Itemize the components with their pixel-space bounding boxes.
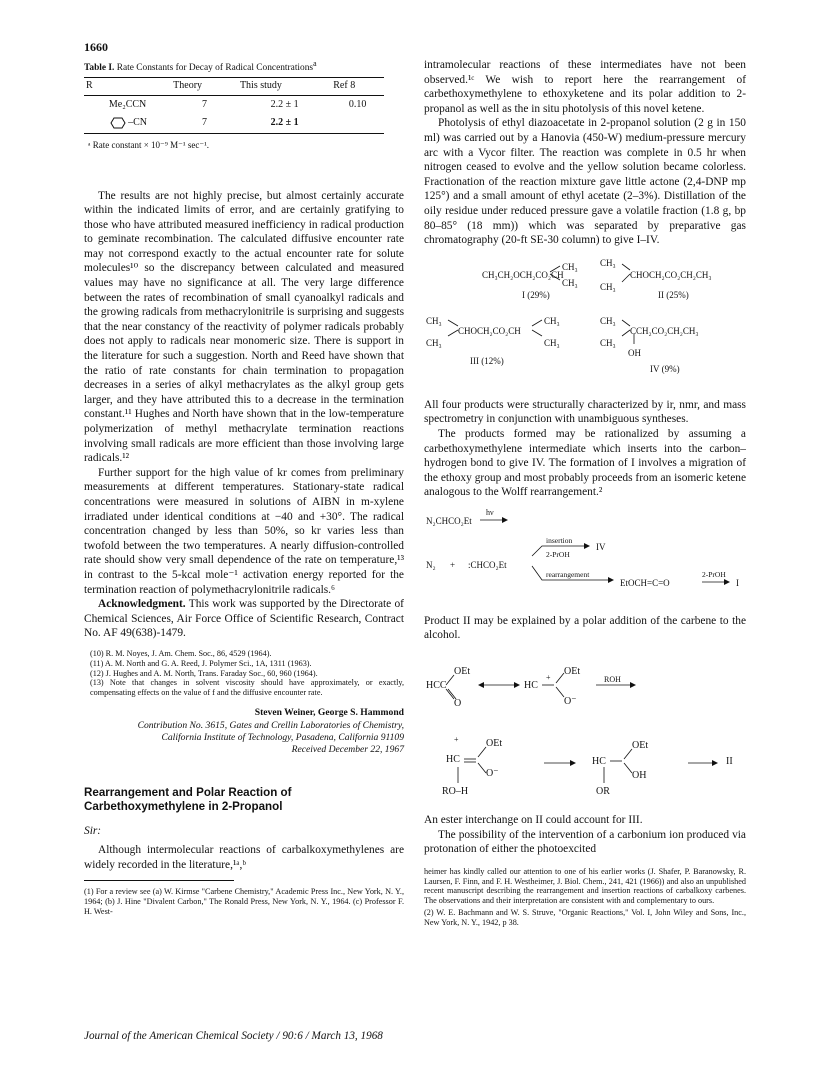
affiliation-line: California Institute of Technology, Pasadena, California 91109 [161,732,404,744]
table-header-row [84,78,384,96]
structure-ii-label: II (25%) [658,289,689,300]
table-title-text: Rate Constants for Decay of Radical Concentrations [116,63,314,74]
structure-iii-methyl: CH₃ [544,337,560,348]
acknowledgment-heading: Acknowledgment. [98,598,186,611]
cell-ref8: 0.10 [348,98,367,110]
received-date: Received December 22, 1967 [291,744,404,756]
reference-item: (12) J. Hughes and A. M. North, Trans. Faraday Soc., 60, 960 (1964). [90,668,318,678]
structure-i-methyl: CH₃ [562,261,578,272]
structure-iv-methyl: CH₃ [600,337,616,348]
structure-ii-formula: CHOCH₂CO₂CH₂CH₃ [630,269,712,280]
structure-iv-hydroxyl: OH [628,347,641,358]
scheme-carbene: :CHCO₂Et [468,559,507,570]
mech-ro-h: RO–H [442,786,469,798]
table-row [84,95,384,114]
cell-ref8 [331,114,384,133]
body-paragraph: Product II may be explained by a polar addition of the carbene to the alcohol. [424,614,746,642]
mech-ominus: O⁻ [564,696,577,708]
cell-r: Me₂CCN [108,98,147,110]
mech-hc: HC [592,756,606,768]
article-title-line: Rearrangement and Polar Reaction of [84,786,292,800]
product-structures [424,254,746,386]
reference-item: (10) R. M. Noyes, J. Am. Chem. Soc., 86, 4529 (1964). [90,648,272,658]
journal-footer: Journal of the American Chemical Society / 90:6 / March 13, 1968 [84,1030,383,1042]
mech-roh: ROH [604,675,621,685]
mech-oh: OH [632,770,647,782]
cell-study: 2.2 ± 1 [238,114,331,133]
col-header-r: R [84,78,171,96]
mech-or: OR [596,786,610,798]
scheme-arrows [424,506,746,606]
col-header-theory: Theory [171,78,238,96]
mech-plus: + [454,735,459,745]
structure-ii-methyl: CH₃ [600,257,616,268]
scheme-ketene: EtOCH=C=O [620,577,670,588]
mech-oet: OEt [454,666,471,678]
mech-oet: OEt [486,738,503,750]
structure-iii-label: III (12%) [470,355,504,366]
table-label: Table I. [84,63,115,74]
mech-hc: HC [446,754,460,766]
reaction-scheme [424,506,746,606]
mech-oet: OEt [564,666,581,678]
structure-iii-methyl: CH₃ [426,315,442,326]
reference-item: (11) A. M. North and G. A. Reed, J. Polymer Sci., 1A, 1311 (1963). [90,658,312,668]
article-title-line: Carbethoxymethylene in 2-Propanol [84,800,283,814]
article-title [84,786,404,814]
table-row [84,114,384,133]
mech-product-ii: II [726,756,733,768]
col-header-study: This study [238,78,331,96]
structure-ii-methyl: CH₃ [600,281,616,292]
body-paragraph: All four products were structurally characterized by ir, nmr, and mass spectrometry in conjunction with unambiguous syntheses. [424,398,746,426]
structure-iv-label: IV (9%) [650,363,680,374]
structure-iii-methyl: CH₃ [426,337,442,348]
scheme-insertion-label: insertion [546,535,573,545]
body-paragraph: An ester interchange on II could account for III. [424,814,643,827]
structure-iv-formula: CCH₂CO₂CH₂CH₃ [630,325,699,336]
mech-ominus: O⁻ [486,768,499,780]
scheme-product-i: I [736,577,739,588]
scheme-2proh-label: 2-PrOH [702,569,726,579]
body-paragraph: The possibility of the intervention of a carbonium ion produced via protonation of either the photoexcited [424,828,746,856]
structure-iv-methyl: CH₃ [600,315,616,326]
affiliation-line: Contribution No. 3615, Gates and Crellin Laboratories of Chemistry, [137,720,404,732]
salutation: Sir: [84,825,102,838]
reference-list [84,649,404,698]
cell-r-cn: –CN [128,117,148,129]
structure-iii-methyl: CH₃ [544,315,560,326]
footnote-item: (2) W. E. Bachmann and W. S. Struve, "Organic Reactions," Vol. I, John Wiley and Sons, Inc., New York, N. Y., 1942, p 38. [424,908,746,927]
body-paragraph: intramolecular reactions of these intermediates have not been observed.¹ᶜ We wish to report here the rearrangement of carbethoxymethylene to ethoxyketene and its polar addition to 2-propanol as well as the in situ photolysis of this novel ketene. [424,59,746,115]
body-paragraph: The products formed may be rationalized by assuming a carbethoxymethylene intermediate which inserts into the carbon–hydrogen bond to give IV. The formation of I involves a migration of the ethoxy group and most probably proceeds from an isomeric ketene analogous to the Wolff rearrangement.² [424,427,746,499]
author-names: Steven Weiner, George S. Hammond [254,706,404,718]
table-footnote: ᵃ Rate constant × 10⁻⁹ M⁻¹ sec⁻¹. [88,139,210,150]
structure-i-label: I (29%) [522,289,550,300]
rate-constants-table [84,77,384,134]
scheme-product-iv: IV [596,541,606,552]
scheme-rearrangement-label: rearrangement [546,569,590,579]
scheme-hv: hν [486,507,494,517]
cell-r [84,114,171,133]
cyclohexyl-ring-icon [108,117,128,129]
mech-hcc: HCC [426,680,447,692]
right-column [424,58,746,928]
body-paragraph: Although intermolecular reactions of carbalkoxymethylenes are widely recorded in the literature,¹ᵃ,ᵇ [84,844,404,871]
mech-o: O [454,698,462,710]
left-column [84,58,404,917]
page-number: 1660 [84,40,108,54]
mech-plus: + [546,673,551,683]
acknowledgment [84,597,404,641]
cell-theory: 7 [171,114,238,133]
structure-i-methyl: CH₃ [562,277,578,288]
scheme-nitrogen: N₂ [426,559,436,570]
mechanism-bonds [424,655,746,805]
structure-iii-formula: CHOCH₂CO₂CH [458,325,521,336]
reference-item: (13) Note that changes in solvent viscosity should have approximately, or exactly, compensating effects on the value of f and the diffusive encounter rate. [90,678,404,698]
cell-theory: 7 [202,98,208,110]
table-title-note: a [313,59,317,68]
col-header-ref8: Ref 8 [331,78,384,96]
body-paragraph: Further support for the high value of kr comes from preliminary measurements at different temperatures. Stationary-state radical concentrations were measured in solutions of AIBN in m-xylene irradiated under identical conditions at −40 and +30°. The radical concentration changed by less than 50%, so kr varies less than twofold between the two temperatures. A nearly diffusion-controlled rate should show very small dependence of the rate on temperature,¹³ in contrast to the 5-kcal mole⁻¹ activation energy reported for the termination reaction of polymethacrylonitrile radicals.⁶ [84,466,404,596]
scheme-reactant: N₂CHCO₂Et [426,515,472,526]
mech-hc: HC [524,680,538,692]
cell-study: 2.2 ± 1 [270,98,299,110]
body-paragraph: The results are not highly precise, but almost certainly accurate within the indicated limits of error, and are certainly gratifying to those who have attributed measured inefficiency in radical production to geminate recombination. The calculated diffusive encounter rate may not correspond exactly to the actual encounter rate for solute molecules¹⁰ so the discrepancy between calculated and measured values may have no significance at all. The very large difference between the rates of recombination of small cyanoalkyl radicals and the growing radicals from methacrylonitrile is surprising and suggests that the near constancy of the reactivity of polymer radicals probably does not apply to radicals near monomeric size. There is support in the literature for such a suggestion. North and Reed have shown that the ratio of rate constants for chain termination to propagation decreases in a series of alkyl methacrylates as the alkyl group gets larger, and they have attributed this to a decrease in the termination constant.¹¹ Hughes and North have shown that in the low-temperature polymerization of methyl methacrylate termination reactions involving small radicals are more efficient than those involving large radicals.¹² [84,189,404,465]
ylide-mechanism [424,655,746,805]
scheme-plus: + [450,559,456,570]
acknowledgment-text: This work was supported by the Directorate of Chemical Sciences, Air Force Office of Scientific Research, Contract No. AF 49(638)-1479. [84,598,404,640]
scheme-2proh-label: 2-PrOH [546,549,570,559]
footnote-item: heimer has kindly called our attention to one of his earlier works (J. Shafer, P. Baranowsky, R. Laursen, F. Finn, and F. H. Westheimer, J. Biol. Chem., 241, 421 (1966)) and also an unpublished recent manuscript describing the rearrangement and insertion reactions of carbalkoxy carbenes. The observations and their interpretation are consistent with and complementary to ours. [424,866,746,906]
footnote-item: (1) For a review see (a) W. Kirmse "Carbene Chemistry," Academic Press Inc., New York, N. Y., 1964; (b) J. Hine "Divalent Carbon," The Ronald Press, New York, N. Y., 1964. (c) Professor F. H. West- [84,887,404,916]
footnote-divider [84,880,234,881]
structure-i-formula: CH₃CH₂OCH₂CO₂CH [482,269,564,280]
body-paragraph: Photolysis of ethyl diazoacetate in 2-propanol solution (2 g in 150 ml) was carried out by a Hanovia (450-W) medium-pressure mercury arc with a Vycor filter. The reaction was complete in 0.5 hr when nitrogen ceased to evolve and the yellow solution became colorless. Fractionation of the reaction mixture gave little actone (2,4-DNP mp 125°) and a small amount of ethyl acetate (2–3%). Distillation of the oily residue under reduced pressure gave a volatile fraction (1.8 g, bp 80–85° (18 mm)) which was separated by preparative gas chromatography (20-ft SE-30 column) to give I–IV. [424,117,746,247]
mech-oet: OEt [632,740,649,752]
table-title [84,58,404,74]
